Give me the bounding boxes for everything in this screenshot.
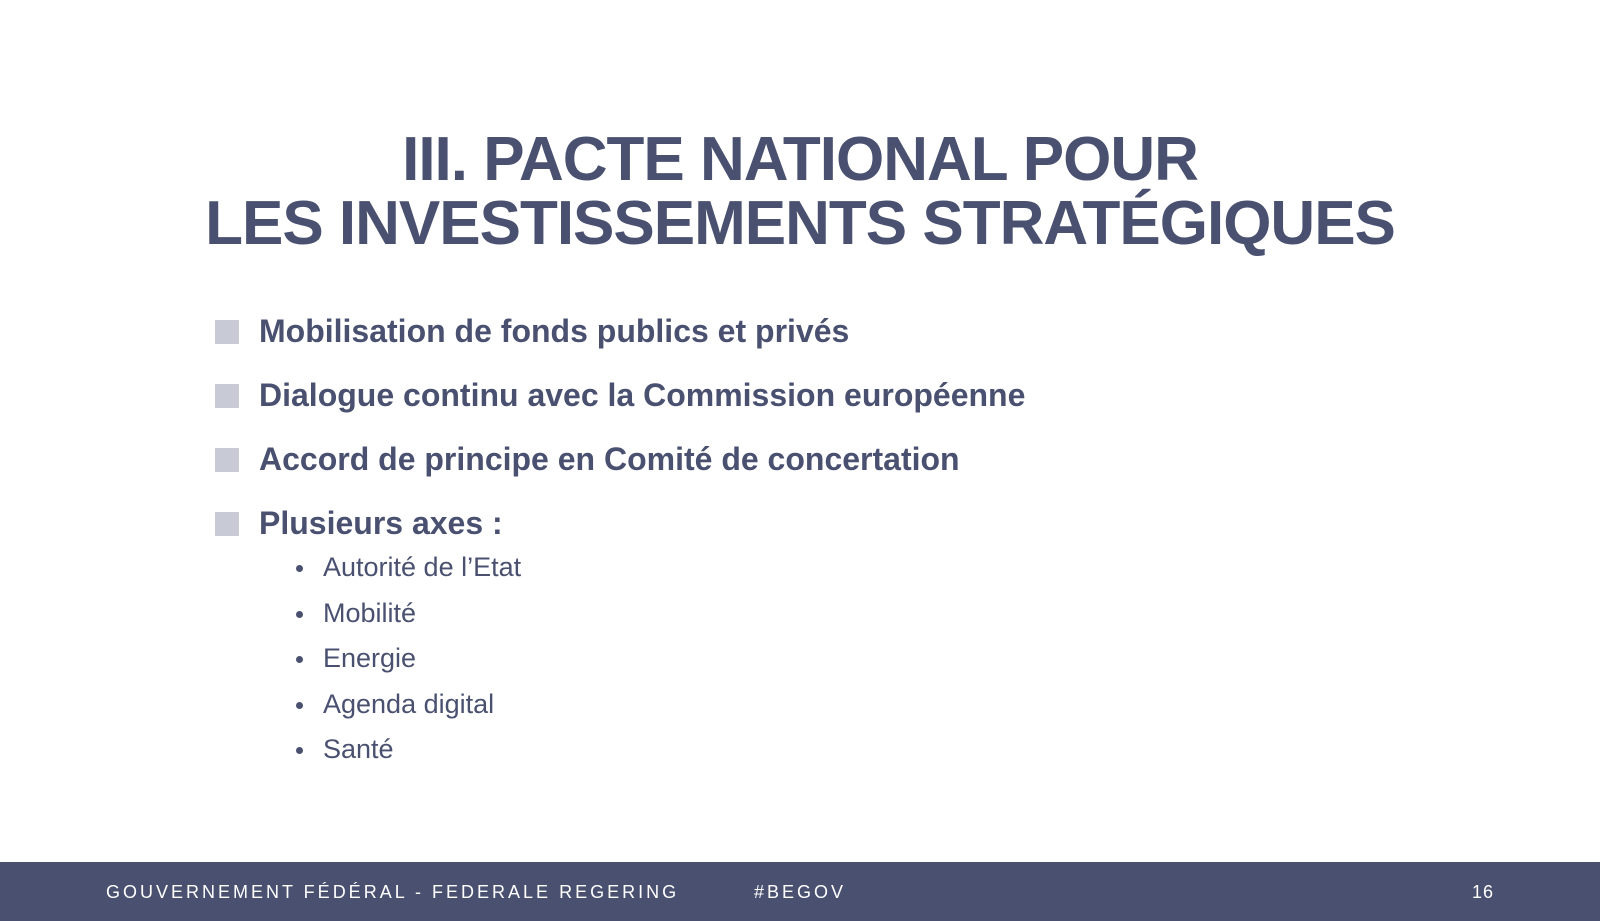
footer-bar xyxy=(0,862,1600,921)
slide-title xyxy=(0,125,1600,258)
dot-bullet-icon xyxy=(296,747,303,754)
bullet-item-dialogue xyxy=(215,374,1025,438)
bullet-item-funding xyxy=(215,310,1025,374)
dot-bullet-icon xyxy=(296,565,303,572)
dot-bullet-icon xyxy=(296,702,303,709)
sub-item-energy xyxy=(296,640,521,686)
bullet-label: Mobilisation de fonds publics et privés xyxy=(259,313,850,349)
footer-hashtag: #BEGOV xyxy=(754,882,847,902)
sub-item-digital xyxy=(296,686,521,732)
sub-item-label: Agenda digital xyxy=(323,688,495,719)
dot-bullet-icon xyxy=(296,611,303,618)
axes-sub-list xyxy=(296,549,521,777)
sub-item-authority xyxy=(296,549,521,595)
square-bullet-icon xyxy=(215,384,239,408)
slide-title-line-1: III. PACTE NATIONAL POUR xyxy=(402,125,1198,194)
square-bullet-icon xyxy=(215,448,239,472)
square-bullet-icon xyxy=(215,320,239,344)
bullet-item-agreement xyxy=(215,438,1025,502)
sub-item-mobility xyxy=(296,595,521,641)
square-bullet-icon xyxy=(215,512,239,536)
slide-title-line-2: LES INVESTISSEMENTS STRATÉGIQUES xyxy=(205,189,1395,258)
bullet-label: Plusieurs axes : xyxy=(259,505,503,541)
sub-item-label: Santé xyxy=(323,734,394,764)
sub-item-label: Mobilité xyxy=(323,597,417,628)
footer-organization: GOUVERNEMENT FÉDÉRAL - FEDERALE REGERING xyxy=(106,882,680,902)
sub-item-label: Autorité de l’Etat xyxy=(323,552,522,582)
main-bullet-list xyxy=(215,310,1025,566)
sub-item-health xyxy=(296,731,521,777)
page-number: 16 xyxy=(1471,882,1494,902)
sub-item-label: Energie xyxy=(323,643,417,673)
dot-bullet-icon xyxy=(296,656,303,663)
bullet-label: Dialogue continu avec la Commission européenne xyxy=(259,377,1026,413)
bullet-label: Accord de principe en Comité de concertation xyxy=(259,441,960,477)
